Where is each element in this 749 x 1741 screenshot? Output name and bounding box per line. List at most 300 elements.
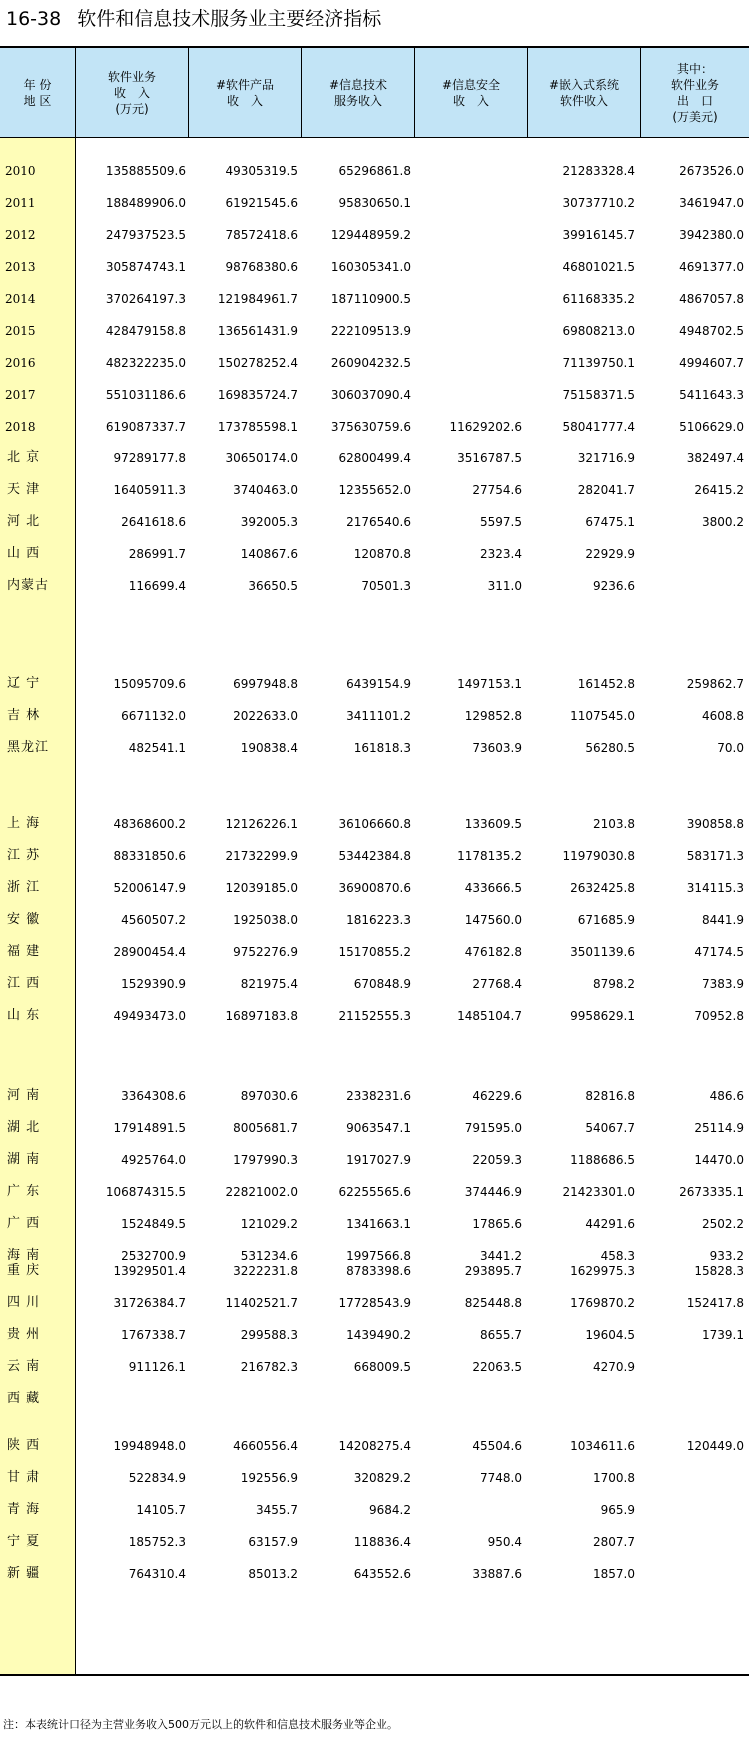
row-region-label: 上 海: [7, 816, 41, 831]
table-cell: 2673335.1: [679, 1185, 744, 1199]
table-row: [0, 1080, 749, 1112]
table-title: [6, 4, 381, 34]
table-row: [0, 668, 749, 700]
table-cell: [412, 155, 522, 187]
table-cell: 6671132.0: [121, 709, 186, 723]
table-row: [0, 1526, 749, 1558]
table-cell: 4691377.0: [679, 260, 744, 274]
table-cell: 14470.0: [694, 1153, 744, 1167]
table-cell: 1439490.2: [346, 1328, 411, 1342]
table-cell: 11402521.7: [225, 1296, 298, 1310]
table-cell: 433666.5: [464, 881, 522, 895]
table-cell: 188489906.0: [105, 196, 186, 210]
table-row: [0, 1558, 749, 1590]
bottom-rule: [0, 1674, 749, 1676]
table-cell: 121984961.7: [217, 292, 298, 306]
table-cell: 1178135.2: [457, 849, 522, 863]
header-line: #信息安全: [441, 77, 501, 92]
table-cell: 78572418.6: [225, 228, 298, 242]
table-cell: 61168335.2: [562, 292, 635, 306]
table-row: [0, 1112, 749, 1144]
table-cell: 135885509.6: [105, 164, 186, 178]
table-cell: 7748.0: [480, 1471, 522, 1485]
table-cell: [634, 538, 744, 570]
table-cell: 33887.6: [472, 1567, 522, 1581]
table-cell: 52006147.9: [113, 881, 186, 895]
table-cell: [188, 1383, 298, 1415]
table-row: [0, 1287, 749, 1319]
row-region-label: 天 津: [7, 482, 41, 497]
table-cell: 192556.9: [240, 1471, 298, 1485]
table-cell: 21283328.4: [562, 164, 635, 178]
table-cell: 3740463.0: [233, 483, 298, 497]
header-software-revenue: [76, 48, 189, 137]
table-cell: 62800499.4: [338, 451, 411, 465]
table-cell: 282041.7: [577, 483, 635, 497]
header-line: #信息技术: [328, 77, 388, 92]
header-line: 软件业务: [670, 77, 719, 92]
row-region-label: 山 西: [7, 546, 41, 561]
table-cell: 11629202.6: [449, 420, 522, 434]
table-cell: 3501139.6: [570, 945, 635, 959]
table-cell: 95830650.1: [338, 196, 411, 210]
row-year-label: 2013: [5, 260, 36, 274]
table-row: [0, 840, 749, 872]
table-cell: 49305319.5: [225, 164, 298, 178]
table-cell: 4660556.4: [233, 1439, 298, 1453]
table-cell: 643552.6: [353, 1567, 411, 1581]
table-row: [0, 1319, 749, 1351]
table-cell: 1925038.0: [233, 913, 298, 927]
table-cell: 1524849.5: [121, 1217, 186, 1231]
table-cell: 482541.1: [128, 741, 186, 755]
table-cell: 120449.0: [686, 1439, 744, 1453]
row-region-label: 河 北: [7, 514, 41, 529]
table-cell: 12126226.1: [225, 817, 298, 831]
table-cell: 428479158.8: [105, 324, 186, 338]
table-row: [0, 808, 749, 840]
table-cell: [634, 1383, 744, 1415]
table-row: [0, 315, 749, 347]
row-region-label: 北 京: [7, 450, 41, 465]
table-cell: 133609.5: [464, 817, 522, 831]
table-cell: [412, 315, 522, 347]
table-cell: 63157.9: [248, 1535, 298, 1549]
table-cell: 375630759.6: [330, 420, 411, 434]
table-cell: 1700.8: [593, 1471, 635, 1485]
table-row: [0, 474, 749, 506]
table-cell: 9958629.1: [570, 1009, 635, 1023]
table-cell: 2641618.6: [121, 515, 186, 529]
table-cell: 2673526.0: [679, 164, 744, 178]
table-cell: 185752.3: [128, 1535, 186, 1549]
table-cell: 19604.5: [585, 1328, 635, 1342]
header-line: (万美元): [672, 109, 718, 124]
table-row: [0, 968, 749, 1000]
table-cell: 75158371.5: [562, 388, 635, 402]
table-cell: 98768380.6: [225, 260, 298, 274]
table-cell: 26415.2: [694, 483, 744, 497]
table-cell: 2323.4: [480, 547, 522, 561]
table-cell: 1188686.5: [570, 1153, 635, 1167]
table-cell: 1107545.0: [570, 709, 635, 723]
table-cell: 61921545.6: [225, 196, 298, 210]
table-cell: 3800.2: [702, 515, 744, 529]
table-cell: 1769870.2: [570, 1296, 635, 1310]
header-line: 地 区: [23, 93, 52, 108]
row-year-label: 2012: [5, 228, 36, 242]
table-cell: [412, 219, 522, 251]
row-year-label: 2011: [5, 196, 36, 210]
table-cell: 187110900.5: [330, 292, 411, 306]
header-line: 软件收入: [559, 93, 608, 108]
table-cell: [634, 1526, 744, 1558]
table-cell: 53442384.8: [338, 849, 411, 863]
table-cell: 476182.8: [464, 945, 522, 959]
table-cell: 45504.6: [472, 1439, 522, 1453]
table-cell: 65296861.8: [338, 164, 411, 178]
header-info-security: [415, 48, 528, 137]
table-cell: 47174.5: [694, 945, 744, 959]
table-cell: 121029.2: [240, 1217, 298, 1231]
table-cell: 314115.3: [686, 881, 744, 895]
table-cell: 17865.6: [472, 1217, 522, 1231]
table-cell: 8005681.7: [233, 1121, 298, 1135]
row-region-label: 黑龙江: [7, 740, 50, 755]
table-cell: 3411101.2: [346, 709, 411, 723]
table-cell: 30737710.2: [562, 196, 635, 210]
table-cell: 140867.6: [240, 547, 298, 561]
table-cell: 522834.9: [128, 1471, 186, 1485]
table-row: [0, 1144, 749, 1176]
table-cell: 531234.6: [240, 1249, 298, 1263]
table-cell: 27754.6: [472, 483, 522, 497]
table-row: [0, 1000, 749, 1032]
table-cell: 670848.9: [353, 977, 411, 991]
table-title-text: 软件和信息技术服务业主要经济指标: [77, 8, 382, 30]
table-number: 16-38: [6, 8, 62, 30]
table-cell: 3364308.6: [121, 1089, 186, 1103]
table-cell: 933.2: [709, 1249, 744, 1263]
table-row: [0, 411, 749, 443]
table-cell: 118836.4: [353, 1535, 411, 1549]
table-cell: 3516787.5: [457, 451, 522, 465]
table-cell: 129852.8: [464, 709, 522, 723]
table-row: [0, 1255, 749, 1287]
table-cell: 1034611.6: [570, 1439, 635, 1453]
header-line: (万元): [115, 101, 149, 116]
table-cell: [301, 1383, 411, 1415]
table-cell: 15828.3: [694, 1264, 744, 1278]
table-row: [0, 1383, 749, 1415]
row-year-label: 2016: [5, 356, 36, 370]
table-cell: 950.4: [487, 1535, 522, 1549]
table-cell: 13929501.4: [113, 1264, 186, 1278]
table-cell: 3441.2: [480, 1249, 522, 1263]
table-cell: 259862.7: [686, 677, 744, 691]
row-region-label: 江 西: [7, 976, 41, 991]
table-row: [0, 538, 749, 570]
table-cell: 15170855.2: [338, 945, 411, 959]
table-cell: 299588.3: [240, 1328, 298, 1342]
table-cell: 222109513.9: [330, 324, 411, 338]
table-row: [0, 442, 749, 474]
table-cell: 5106629.0: [679, 420, 744, 434]
table-cell: 21423301.0: [562, 1185, 635, 1199]
table-cell: 2338231.6: [346, 1089, 411, 1103]
table-cell: 2807.7: [593, 1535, 635, 1549]
row-region-label: 山 东: [7, 1008, 41, 1023]
row-region-label: 内蒙古: [7, 578, 50, 593]
row-region-label: 湖 南: [7, 1152, 41, 1167]
table-cell: 16897183.8: [225, 1009, 298, 1023]
table-cell: 965.9: [600, 1503, 635, 1517]
table-cell: 1816223.3: [346, 913, 411, 927]
table-cell: 36650.5: [248, 579, 298, 593]
table-cell: 31726384.7: [113, 1296, 186, 1310]
table-cell: 911126.1: [128, 1360, 186, 1374]
table-row: [0, 1351, 749, 1383]
table-cell: 48368600.2: [113, 817, 186, 831]
table-cell: 897030.6: [240, 1089, 298, 1103]
table-cell: 791595.0: [464, 1121, 522, 1135]
table-cell: 4608.8: [702, 709, 744, 723]
table-cell: 161818.3: [353, 741, 411, 755]
table-cell: 12355652.0: [338, 483, 411, 497]
table-cell: 390858.8: [686, 817, 744, 831]
row-region-label: 宁 夏: [7, 1534, 41, 1549]
table-cell: 69808213.0: [562, 324, 635, 338]
table-cell: 1497153.1: [457, 677, 522, 691]
table-cell: 1739.1: [702, 1328, 744, 1342]
table-cell: 3455.7: [256, 1503, 298, 1517]
table-cell: 1529390.9: [121, 977, 186, 991]
row-region-label: 福 建: [7, 944, 41, 959]
table-cell: 1629975.3: [570, 1264, 635, 1278]
table-cell: 49493473.0: [113, 1009, 186, 1023]
table-row: [0, 732, 749, 764]
table-cell: 668009.5: [353, 1360, 411, 1374]
row-region-label: 甘 肃: [7, 1470, 41, 1485]
table-cell: 6997948.8: [233, 677, 298, 691]
table-cell: 36106660.8: [338, 817, 411, 831]
table-cell: 15095709.6: [113, 677, 186, 691]
table-cell: 370264197.3: [105, 292, 186, 306]
table-cell: 129448959.2: [330, 228, 411, 242]
table-cell: 4925764.0: [121, 1153, 186, 1167]
table-cell: 4270.9: [593, 1360, 635, 1374]
table-row: [0, 1208, 749, 1240]
table-cell: 1767338.7: [121, 1328, 186, 1342]
header-software-export: [641, 48, 749, 137]
table-row: [0, 904, 749, 936]
table-cell: 458.3: [600, 1249, 635, 1263]
table-cell: 12039185.0: [225, 881, 298, 895]
table-cell: [412, 283, 522, 315]
table-cell: [76, 1383, 186, 1415]
table-cell: 311.0: [487, 579, 522, 593]
table-cell: 22059.3: [472, 1153, 522, 1167]
row-region-label: 河 南: [7, 1088, 41, 1103]
table-row: [0, 347, 749, 379]
header-line: #软件产品: [215, 77, 275, 92]
table-cell: 1997566.8: [346, 1249, 411, 1263]
table-cell: 619087337.7: [105, 420, 186, 434]
row-region-label: 青 海: [7, 1502, 41, 1517]
table-cell: 25114.9: [694, 1121, 744, 1135]
table-row: [0, 1430, 749, 1462]
table-cell: 392005.3: [240, 515, 298, 529]
header-year-region: [0, 48, 76, 137]
row-region-label: 贵 州: [7, 1327, 41, 1342]
table-cell: 1917027.9: [346, 1153, 411, 1167]
table-cell: 30650174.0: [225, 451, 298, 465]
header-line: #嵌入式系统: [548, 77, 620, 92]
table-row: [0, 1176, 749, 1208]
table-cell: 8798.2: [593, 977, 635, 991]
table-cell: 5597.5: [480, 515, 522, 529]
table-cell: 14208275.4: [338, 1439, 411, 1453]
row-region-label: 海 南: [7, 1248, 41, 1263]
table-cell: 17728543.9: [338, 1296, 411, 1310]
table-cell: 27768.4: [472, 977, 522, 991]
table-cell: 116699.4: [128, 579, 186, 593]
table-cell: 152417.8: [686, 1296, 744, 1310]
table-cell: 88331850.6: [113, 849, 186, 863]
table-cell: 8655.7: [480, 1328, 522, 1342]
row-region-label: 江 苏: [7, 848, 41, 863]
table-row: [0, 187, 749, 219]
table-cell: 14105.7: [136, 1503, 186, 1517]
table-row: [0, 251, 749, 283]
table-cell: 9063547.1: [346, 1121, 411, 1135]
table-cell: 4560507.2: [121, 913, 186, 927]
table-cell: [525, 1383, 635, 1415]
table-cell: 260904232.5: [330, 356, 411, 370]
table-cell: 293895.7: [464, 1264, 522, 1278]
table-cell: 97289177.8: [113, 451, 186, 465]
table-cell: 54067.7: [585, 1121, 635, 1135]
table-cell: 70.0: [717, 741, 744, 755]
table-cell: 36900870.6: [338, 881, 411, 895]
table-row: [0, 219, 749, 251]
table-cell: 3942380.0: [679, 228, 744, 242]
table-note: 注：本表统计口径为主营业务收入500万元以上的软件和信息技术服务业等企业。: [3, 1718, 398, 1731]
table-cell: 161452.8: [577, 677, 635, 691]
table-cell: 382497.4: [686, 451, 744, 465]
row-region-label: 云 南: [7, 1359, 41, 1374]
table-cell: 671685.9: [577, 913, 635, 927]
row-year-label: 2014: [5, 292, 36, 306]
table-cell: 2632425.8: [570, 881, 635, 895]
table-cell: 4994607.7: [679, 356, 744, 370]
header-software-products: [189, 48, 302, 137]
row-region-label: 陕 西: [7, 1438, 41, 1453]
table-cell: 70501.3: [361, 579, 411, 593]
table-cell: 6439154.9: [346, 677, 411, 691]
table-cell: 821975.4: [240, 977, 298, 991]
table-row: [0, 379, 749, 411]
table-cell: 56280.5: [585, 741, 635, 755]
table-cell: 2103.8: [593, 817, 635, 831]
table-cell: 46801021.5: [562, 260, 635, 274]
table-cell: 320829.2: [353, 1471, 411, 1485]
table-cell: 2176540.6: [346, 515, 411, 529]
row-region-label: 安 徽: [7, 912, 41, 927]
table-cell: 4867057.8: [679, 292, 744, 306]
table-cell: 169835724.7: [217, 388, 298, 402]
table-row: [0, 936, 749, 968]
header-embedded-software: [528, 48, 641, 137]
table-cell: 9236.6: [593, 579, 635, 593]
table-cell: 216782.3: [240, 1360, 298, 1374]
table-cell: 3461947.0: [679, 196, 744, 210]
table-cell: 1857.0: [593, 1567, 635, 1581]
header-line: 收 入: [226, 93, 263, 108]
table-cell: 39916145.7: [562, 228, 635, 242]
table-cell: 1797990.3: [233, 1153, 298, 1167]
table-cell: 2502.2: [702, 1217, 744, 1231]
header-line: 收 入: [113, 85, 150, 100]
table-cell: [412, 251, 522, 283]
table-cell: 4948702.5: [679, 324, 744, 338]
row-region-label: 四 川: [7, 1295, 41, 1310]
table-cell: 173785598.1: [217, 420, 298, 434]
table-cell: 551031186.6: [105, 388, 186, 402]
row-region-label: 浙 江: [7, 880, 41, 895]
table-cell: 486.6: [709, 1089, 744, 1103]
table-row: [0, 1462, 749, 1494]
table-cell: [634, 1494, 744, 1526]
table-cell: 106874315.5: [105, 1185, 186, 1199]
table-cell: 190838.4: [240, 741, 298, 755]
table-cell: 21732299.9: [225, 849, 298, 863]
header-line: 其中：: [676, 61, 713, 76]
row-region-label: 西 藏: [7, 1391, 41, 1406]
row-region-label: 吉 林: [7, 708, 41, 723]
table-cell: 306037090.4: [330, 388, 411, 402]
table-row: [0, 570, 749, 602]
table-cell: [412, 1494, 522, 1526]
row-year-label: 2018: [5, 420, 36, 434]
table-cell: 147560.0: [464, 913, 522, 927]
row-region-label: 辽 宁: [7, 676, 41, 691]
table-row: [0, 872, 749, 904]
table-cell: 82816.8: [585, 1089, 635, 1103]
table-cell: 9684.2: [369, 1503, 411, 1517]
row-region-label: 广 东: [7, 1184, 41, 1199]
row-region-label: 重 庆: [7, 1263, 41, 1278]
table-cell: 16405911.3: [113, 483, 186, 497]
table-cell: 17914891.5: [113, 1121, 186, 1135]
table-cell: 374446.9: [464, 1185, 522, 1199]
table-cell: 22821002.0: [225, 1185, 298, 1199]
row-year-label: 2010: [5, 164, 36, 178]
table-cell: 305874743.1: [105, 260, 186, 274]
table-cell: 73603.9: [472, 741, 522, 755]
table-row: [0, 1494, 749, 1526]
table-cell: 825448.8: [464, 1296, 522, 1310]
header-line: 服务收入: [333, 93, 382, 108]
table-cell: 1341663.1: [346, 1217, 411, 1231]
row-year-label: 2015: [5, 324, 36, 338]
table-cell: 247937523.5: [105, 228, 186, 242]
table-row: [0, 506, 749, 538]
table-cell: 67475.1: [585, 515, 635, 529]
table-cell: 5411643.3: [679, 388, 744, 402]
table-cell: [412, 347, 522, 379]
table-cell: 11979030.8: [562, 849, 635, 863]
